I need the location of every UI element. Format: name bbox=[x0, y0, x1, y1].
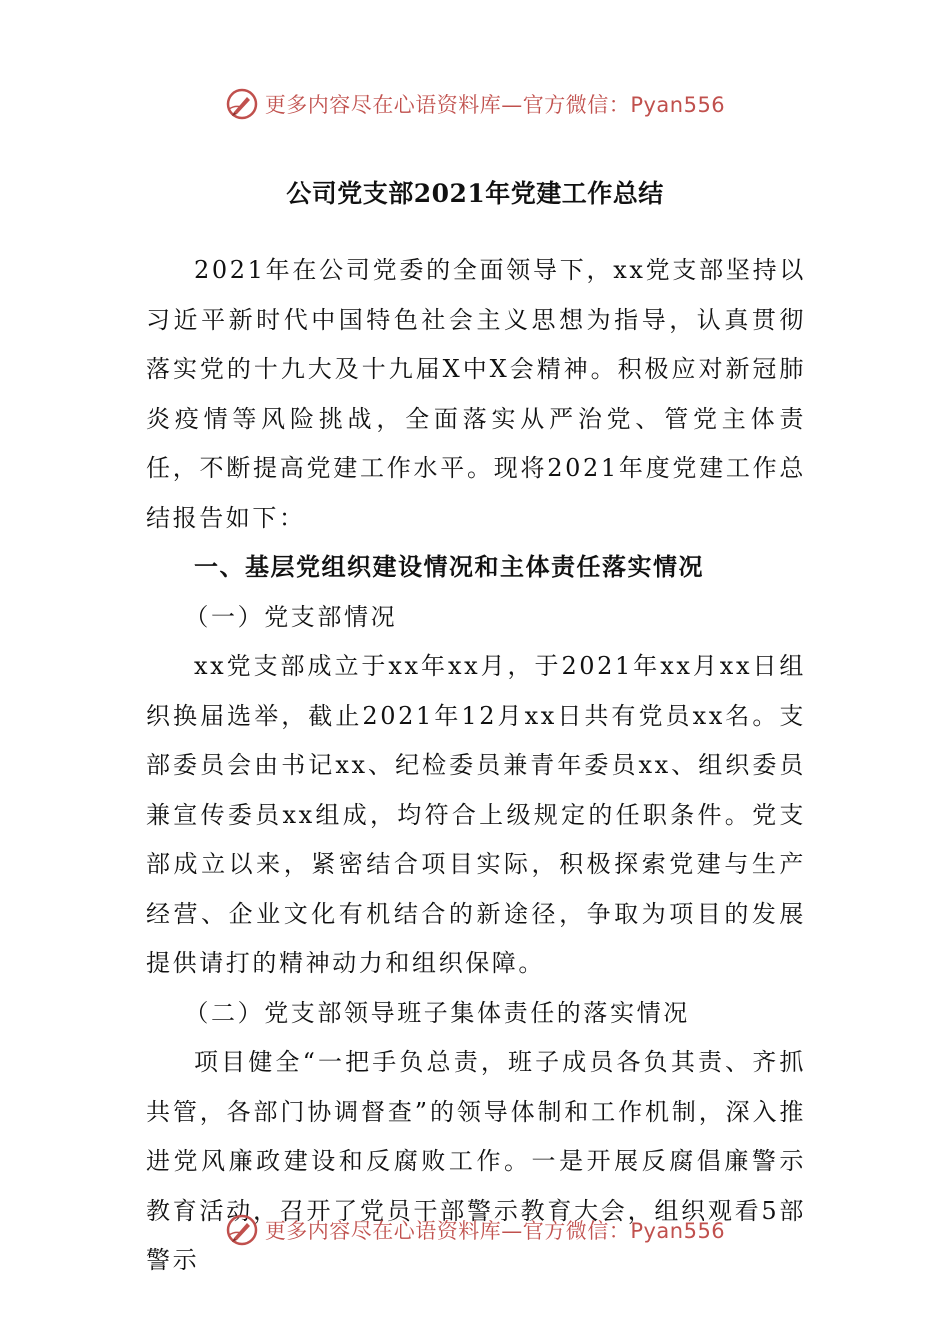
watermark-header bbox=[0, 84, 950, 124]
document-title: 公司党支部2021年党建工作总结 bbox=[286, 179, 664, 208]
watermark-footer bbox=[0, 1210, 950, 1250]
intro-paragraph: 2021年在公司党委的全面领导下，xx党支部坚持以习近平新时代中国特色社会主义思想为指导，认真贯彻落实党的十九大及十九届X中X会精神。积极应对新冠肺炎疫情等风险挑战，全面落实从严治党、管党主体责任，不断提高党建工作水平。现将2021年度党建工作总结报告如下： bbox=[146, 256, 806, 532]
section-heading: 一、基层党组织建设情况和主体责任落实情况 bbox=[194, 553, 704, 581]
subsection-heading: （二）党支部领导班子集体责任的落实情况 bbox=[184, 998, 690, 1027]
body-paragraph: xx党支部成立于xx年xx月，于2021年xx月xx日组织换届选举，截止2021年12月xx日共有党员xx名。支部委员会由书记xx、纪检委员兼青年委员xx、组织委员兼宣传委员xx组成，均符合上级规定的任职条件。党支部成立以来，紧密结合项目实际，积极探索党建与生产经营、企业文化有机结合的新途径，争取为项目的发展提供请打的精神动力和组织保障。 bbox=[146, 652, 806, 977]
document-body bbox=[146, 246, 806, 1286]
pen-logo-icon bbox=[225, 1213, 259, 1247]
watermark-text: 更多内容尽在心语资料库—官方微信：Pyan556 bbox=[264, 1219, 726, 1243]
watermark-text: 更多内容尽在心语资料库—官方微信：Pyan556 bbox=[264, 93, 726, 117]
pen-logo-icon bbox=[225, 87, 259, 121]
body-paragraph: 项目健全“一把手负总责，班子成员各负其责、齐抓共管，各部门协调督查”的领导体制和工作机制，深入推进党风廉政建设和反腐败工作。一是开展反腐倡廉警示教育活动，召开了党员干部警示教育大会，组织观看5部警示 bbox=[146, 1048, 806, 1274]
subsection-heading: （一）党支部情况 bbox=[184, 602, 398, 631]
